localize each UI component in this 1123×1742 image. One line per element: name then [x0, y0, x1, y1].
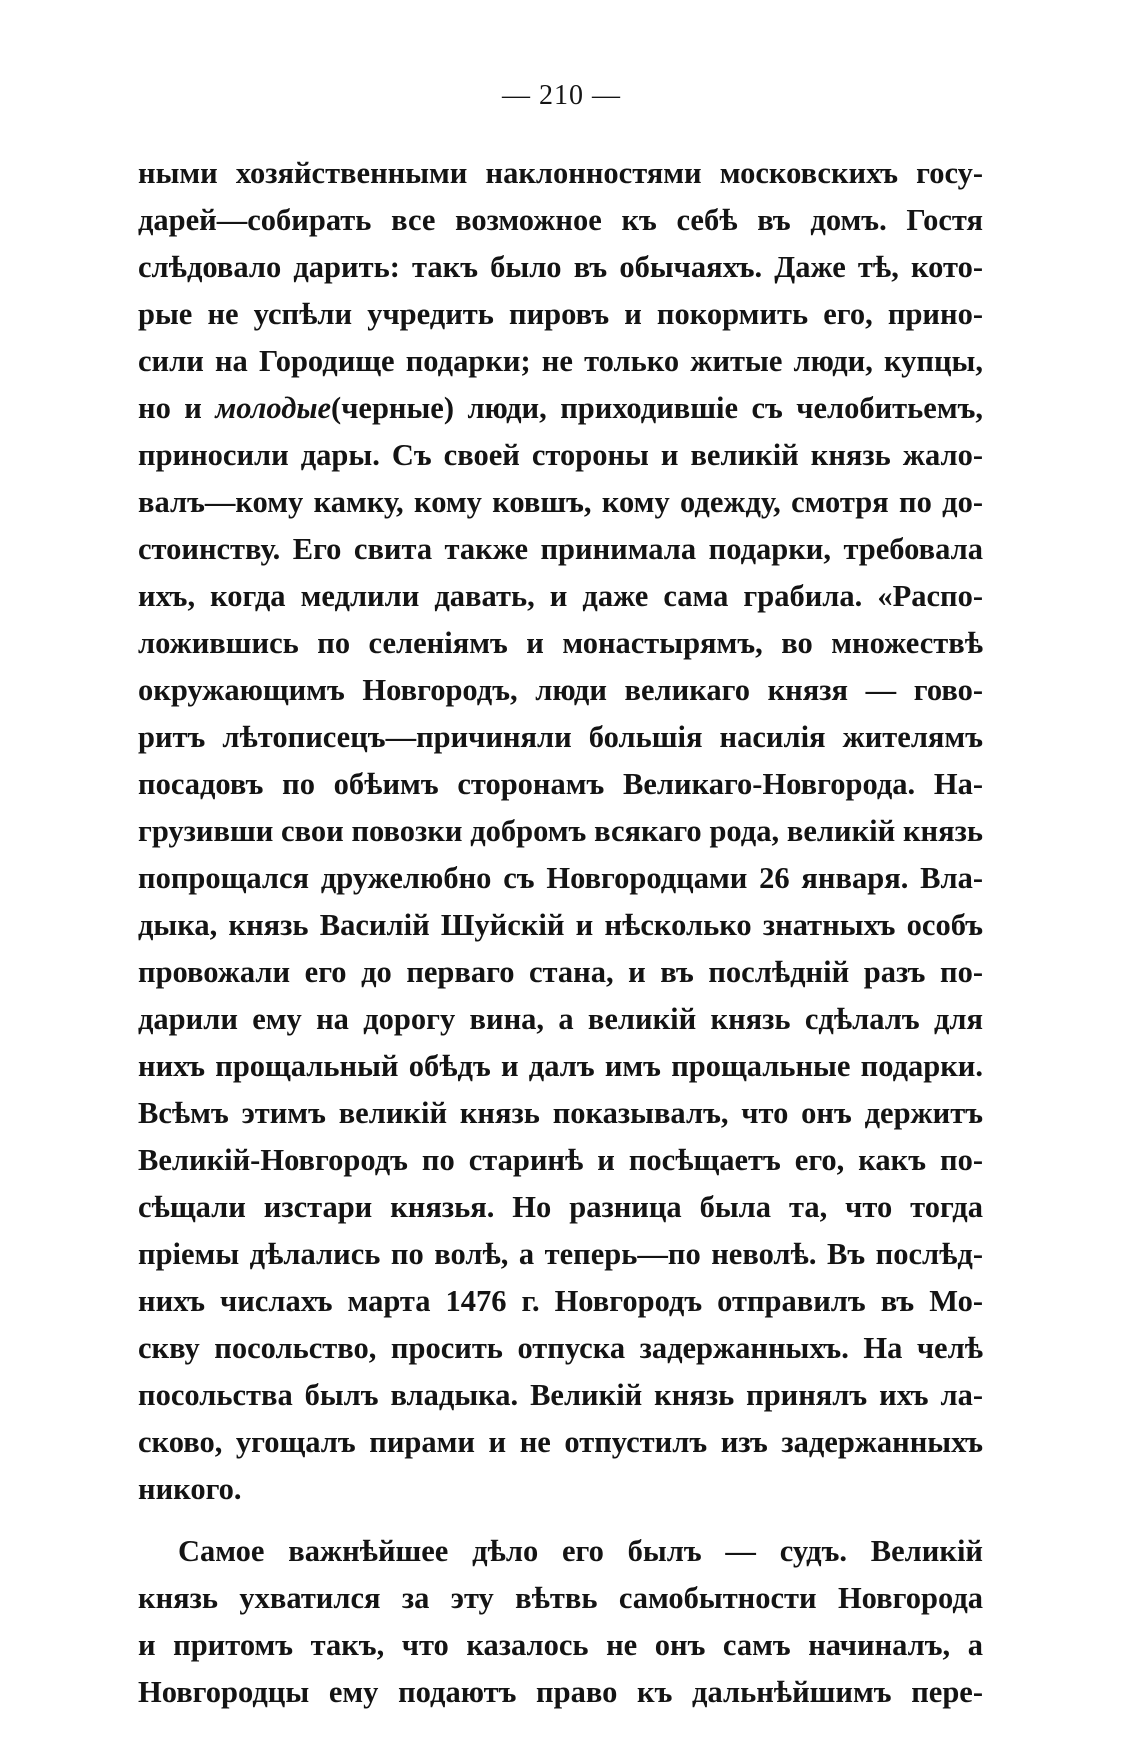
text-line: нихъ числахъ марта 1476 г. Новгородъ отправилъ въ Мо-	[138, 1284, 983, 1318]
text-line: посольства былъ владыка. Великій князь принялъ ихъ ла-	[138, 1378, 983, 1412]
text-line: дарили ему на дорогу вина, а великій князь сдѣлалъ для	[138, 1002, 983, 1036]
text-line: Всѣмъ этимъ великій князь показывалъ, что онъ держитъ	[138, 1096, 983, 1130]
text-line: дарей—собирать все возможное къ себѣ въ домъ. Гостя	[138, 203, 983, 237]
text-line: стоинству. Его свита также принимала подарки, требовала	[138, 532, 983, 566]
text-line: князь ухватился за эту вѣтвь самобытности Новгорода	[138, 1581, 983, 1615]
body-text	[138, 150, 983, 1716]
paragraph-gap	[138, 1513, 983, 1528]
text-line: Великій-Новгородъ по старинѣ и посѣщаетъ его, какъ по-	[138, 1143, 983, 1177]
text-line: попрощался дружелюбно съ Новгородцами 26 января. Вла-	[138, 861, 983, 895]
text-run: (черные) люди, приходившіе съ челобитьемъ,	[331, 391, 983, 425]
text-line: дыка, князь Василій Шуйскій и нѣсколько знатныхъ особъ	[138, 908, 983, 942]
text-line: ложившись по селеніямъ и монастырямъ, во множествѣ	[138, 626, 983, 660]
text-line: провожали его до перваго стана, и въ послѣдній разъ по-	[138, 955, 983, 989]
paragraph-2	[138, 1528, 983, 1716]
paragraph-1	[138, 150, 983, 1513]
text-run: но и	[138, 391, 216, 425]
text-line: посадовъ по обѣимъ сторонамъ Великаго-Новгорода. На-	[138, 767, 983, 801]
text-line: нихъ прощальный обѣдъ и далъ имъ прощальные подарки.	[138, 1049, 983, 1083]
text-line: слѣдовало дарить: такъ было въ обычаяхъ. Даже тѣ, кото-	[138, 250, 983, 284]
text-line: сѣщали изстари князья. Но разница была та, что тогда	[138, 1190, 983, 1224]
text-line: Самое важнѣйшее дѣло его былъ — судъ. Великій	[178, 1534, 983, 1568]
text-line: никого.	[138, 1472, 242, 1506]
text-line: сково, угощалъ пирами и не отпустилъ изъ задержанныхъ	[138, 1425, 983, 1459]
text-line: ихъ, когда медлили давать, и даже сама грабила. «Распо-	[138, 579, 983, 613]
text-line	[138, 385, 983, 432]
text-line: приносили дары. Съ своей стороны и великій князь жало-	[138, 438, 983, 472]
text-line: ными хозяйственными наклонностями московскихъ госу-	[138, 156, 983, 190]
page-number: — 210 —	[502, 80, 621, 111]
text-line: Новгородцы ему подаютъ право къ дальнѣйшимъ пере-	[138, 1675, 983, 1709]
text-line: ритъ лѣтописецъ—причиняли большія насилія жителямъ	[138, 720, 983, 754]
italic-word: молодые	[215, 391, 332, 425]
text-line: пріемы дѣлались по волѣ, а теперь—по неволѣ. Въ послѣд-	[138, 1237, 983, 1271]
text-line: и притомъ такъ, что казалось не онъ самъ начиналъ, а	[138, 1628, 983, 1662]
text-line: окружающимъ Новгородъ, люди великаго князя — гово-	[138, 673, 983, 707]
text-line: сили на Городище подарки; не только житые люди, купцы,	[138, 344, 983, 378]
text-line: грузивши свои повозки добромъ всякаго рода, великій князь	[138, 814, 983, 848]
text-line: валъ—кому камку, кому ковшъ, кому одежду, смотря по до-	[138, 485, 983, 519]
text-line: скву посольство, просить отпуска задержанныхъ. На челѣ	[138, 1331, 983, 1365]
text-line: рые не успѣли учредить пировъ и покормить его, прино-	[138, 297, 983, 331]
